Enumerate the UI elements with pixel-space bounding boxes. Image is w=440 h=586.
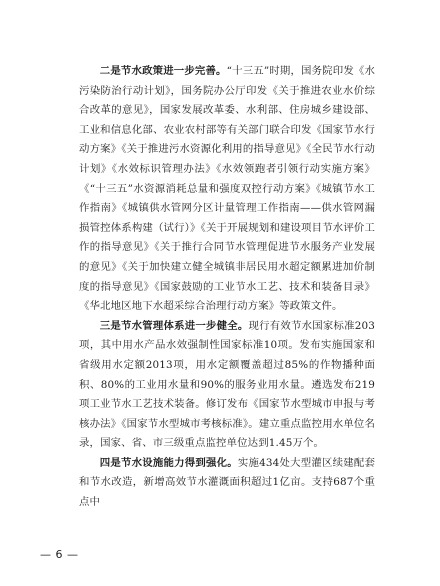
paragraph-lead: 四是节水设施能力得到强化。	[99, 456, 238, 469]
page-body	[79, 62, 375, 513]
page-number: — 6 —	[40, 548, 79, 561]
paragraph-lead: 三是节水管理体系进一步健全。	[99, 319, 249, 332]
paragraph-lead: 二是节水政策进一步完善。	[99, 65, 227, 77]
paragraph-management	[79, 317, 375, 454]
paragraph-text: “十三五”时期，国务院印发《水污染防治行动计划》，国务院办公厅印发《关于推进农业水价综合改革的意见》，国家发展改革委、水利部、住房城乡建设部、工业和信息化部、农业农村部等有关部门联合印发《国家节水行动方案》《关于推进污水资源化利用的指导意见》《全民节水行动计划》《水效标识管理办法》《水效领跑者引领行动实施方案》《“十三五”水资源消耗总量和强度双控行动方案》《城镇节水工作指南》《城镇供水管网分区计量管理工作指南——供水管网漏损管控体系构建（试行）》《关于开展规划和建设项目节水评价工作的指导意见》《关于推行合同节水管理促进节水服务产业发展的意见》《关于加快建立健全城镇非居民用水超定额累进加价制度的指导意见》《国家鼓励的工业节水工艺、技术和装备目录》《华北地区地下水超采综合治理行动方案》等政策文件。	[79, 65, 375, 313]
paragraph-policy	[79, 62, 375, 317]
paragraph-text: 现行有效节水国家标准203项，其中用水产品水效强制性国家标准10项。发布实施国家和省级用水定额2013项，用水定额覆盖超过85%的作物播种面积、80%的工业用水量和90%的服务业用水量。遴选发布219项工业节水工艺技术装备。修订发布《国家节水型城市申报与考核办法》《国家节水型城市考核标准》。建立重点监控用水单位名录，国家、省、市三级重点监控单位达到1.45万个。	[79, 319, 375, 450]
paragraph-facilities	[79, 454, 375, 513]
paragraph-text: 实施434处大型灌区续建配套和节水改造，新增高效节水灌溉面积超过1亿亩。支持687个重点中	[79, 456, 375, 509]
